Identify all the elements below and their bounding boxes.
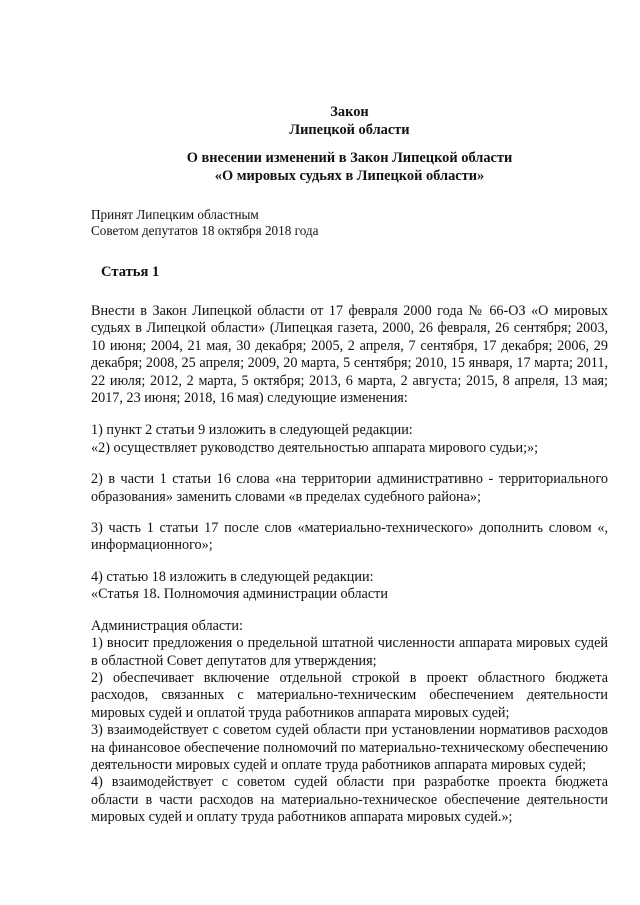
paragraph-admin-2: 2) обеспечивает включение отдельной строкой в проект областного бюджета расходов, связанных с материально-техническим обеспечением деятельности мировых судей и оплатой труда работников аппарата мировых судей; [91,669,608,721]
paragraph-article18-title: «Статья 18. Полномочия администрации области [91,586,388,603]
law-title-line1: О внесении изменений в Закон Липецкой области [186,150,513,166]
paragraph-intro: Внести в Закон Липецкой области от 17 февраля 2000 года № 66-ОЗ «О мировых судьях в Липецкой области» (Липецкая газета, 2000, 26 февраля, 26 сентября; 2003, 10 июня; 2004, 21 мая, 30 декабря; 2005, 2 апреля, 7 сентября, 17 декабря; 2006, 29 декабря; 2008, 25 апреля; 2009, 20 марта, 5 сентября; 2010, 15 января, 17 марта; 2011, 22 июля; 2012, 2 марта, 5 октября; 2013, 6 марта, 2 августа; 2015, 8 апреля, 13 мая; 2017, 23 июня; 2018, 16 мая) следующие изменения: [91,303,608,407]
paragraph-admin-1: 1) вносит предложения о предельной штатной численности аппарата мировых судей в областной Совет депутатов для утверждения; [91,635,608,669]
adoption-note [91,207,608,239]
paragraph-admin: Администрация области: [91,617,243,634]
region-label: Липецкой области [289,121,410,138]
law-title-line2: «О мировых судьях в Липецкой области» [214,167,485,184]
paragraph-item1-text: «2) осуществляет руководство деятельностью аппарата мирового судьи;»; [91,439,539,456]
paragraph-admin-4: 4) взаимодействует с советом судей области при разработке проекта бюджета области в части расходов на материально-техническое обеспечение деятельности мировых судей и оплату труда работников аппарата мировых судей.»; [91,774,608,826]
paragraph-item4: 4) статью 18 изложить в следующей редакции: [91,568,374,585]
adoption-line2: Советом депутатов 18 октября 2018 года [91,223,319,238]
adoption-line1: Принят Липецким областным [91,207,259,222]
paragraph-admin-3: 3) взаимодействует с советом судей области при установлении нормативов расходов на финансовое обеспечение полномочий по материально-техническому обеспечению деятельности мировых судей и оплате труда работников аппарата мировых судей; [91,722,608,773]
paragraph-item3: 3) часть 1 статьи 17 после слов «материально-технического» дополнить словом «, информационного»; [91,520,608,554]
law-label: Закон [330,104,369,120]
article-heading: Статья 1 [101,264,160,280]
paragraph-item2: 2) в части 1 статьи 16 слова «на территории административно - территориального образования» заменить словами «в пределах судебного района»; [91,471,608,505]
paragraph-item1: 1) пункт 2 статьи 9 изложить в следующей редакции: [91,422,413,439]
